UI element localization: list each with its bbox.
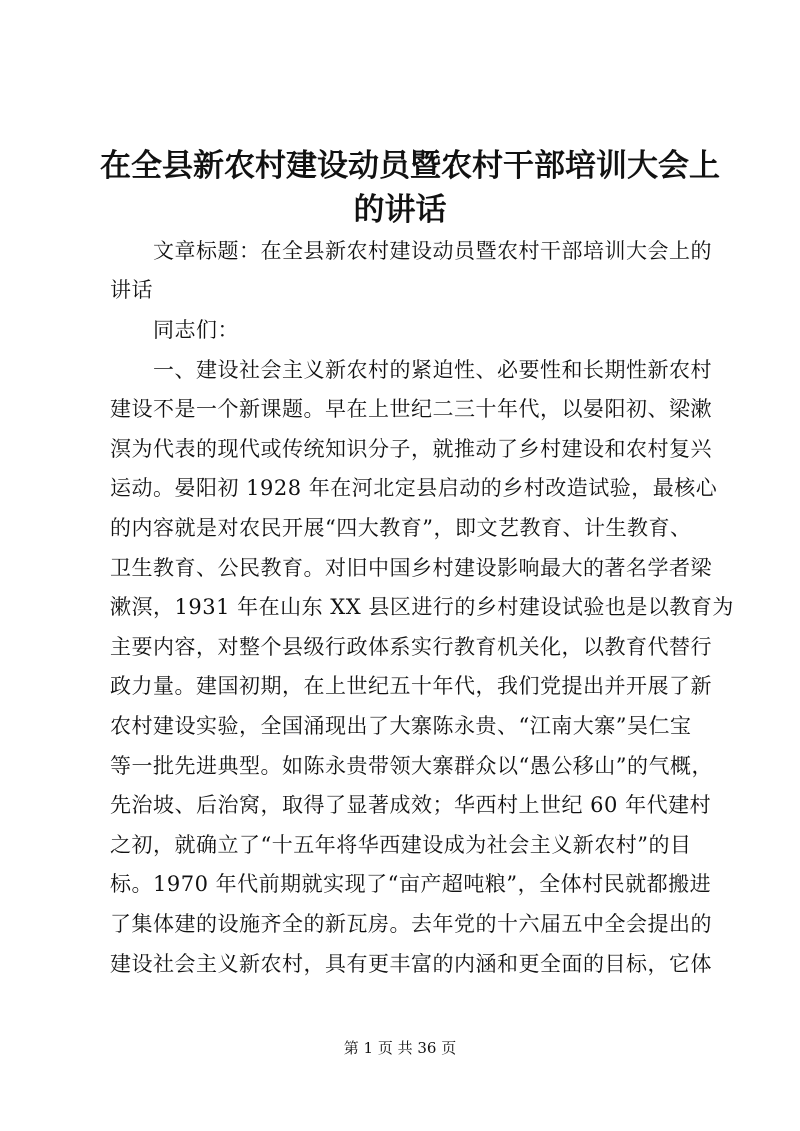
body-line: 同志们： (110, 318, 239, 342)
document-title-line-2: 的讲话 (353, 192, 447, 228)
body-line: 建设社会主义新农村，具有更丰富的内涵和更全面的目标，它体 (110, 952, 712, 976)
page-footer: 第 1 页 共 36 页 (343, 1039, 457, 1057)
body-line: 一、建设社会主义新农村的紧迫性、必要性和长期性新农村 (110, 358, 712, 382)
body-line: 的内容就是对农民开展“四大教育”，即文艺教育、计生教育、 (110, 516, 692, 540)
body-line: 之初，就确立了“十五年将华西建设成为社会主义新农村”的目 (110, 833, 692, 857)
body-line: 建设不是一个新课题。早在上世纪二三十年代，以晏阳初、梁漱 (110, 397, 712, 421)
body-line: 卫生教育、公民教育。对旧中国乡村建设影响最大的著名学者梁 (110, 556, 712, 580)
body-line: 等一批先进典型。如陈永贵带领大寨群众以“愚公移山”的气概， (110, 754, 713, 778)
body-line: 先治坡、后治窝，取得了显著成效；华西村上世纪 60 年代建村 (110, 793, 712, 817)
document-title-line-1: 在全县新农村建设动员暨农村干部培训大会上 (100, 148, 720, 184)
body-line: 讲话 (110, 278, 153, 302)
body-line: 了集体建的设施齐全的新瓦房。去年党的十六届五中全会提出的 (110, 912, 712, 936)
body-line: 农村建设实验，全国涌现出了大寨陈永贵、“江南大寨”吴仁宝 (110, 714, 692, 738)
body-line: 漱溟，1931 年在山东 XX 县区进行的乡村建设试验也是以教育为 (110, 595, 734, 619)
body-line: 运动。晏阳初 1928 年在河北定县启动的乡村改造试验，最核心 (110, 476, 718, 500)
body-line: 主要内容，对整个县级行政体系实行教育机关化，以教育代替行 (110, 635, 712, 659)
body-line: 溟为代表的现代或传统知识分子，就推动了乡村建设和农村复兴 (110, 437, 712, 461)
body-line: 政力量。建国初期，在上世纪五十年代，我们党提出并开展了新 (110, 674, 712, 698)
body-line: 标。1970 年代前期就实现了“亩产超吨粮”，全体村民就都搬进 (110, 872, 712, 896)
body-line: 文章标题：在全县新农村建设动员暨农村干部培训大会上的 (110, 239, 712, 263)
